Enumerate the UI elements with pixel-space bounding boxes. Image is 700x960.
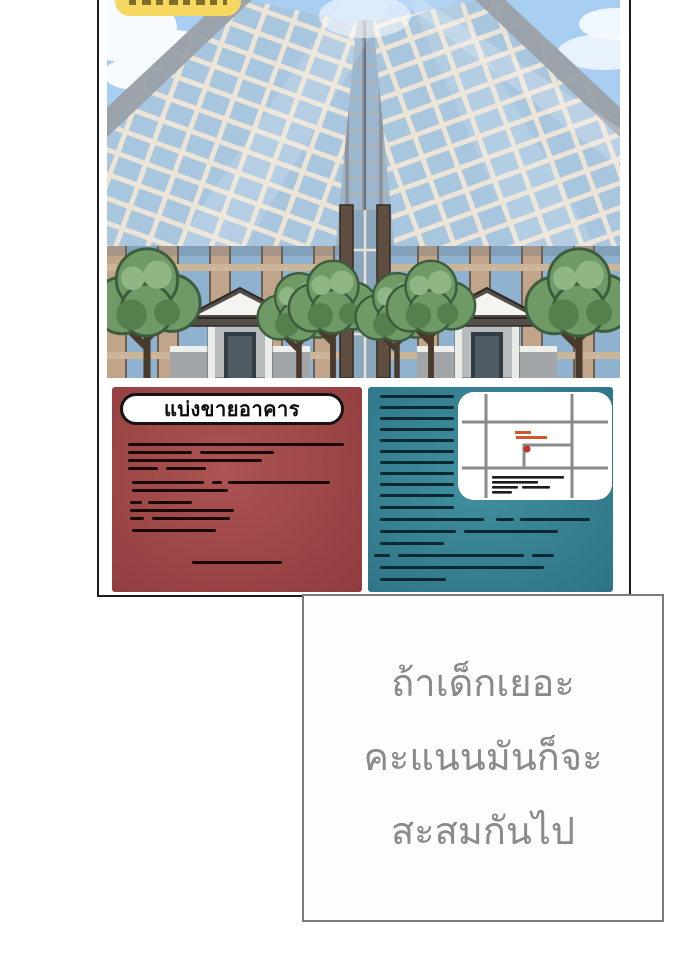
teal-info-panel: [368, 387, 613, 592]
red-info-panel: [112, 387, 362, 592]
map-drawing: [458, 392, 612, 500]
comic-panel: [97, 0, 631, 597]
skyscraper-scene: [107, 0, 620, 378]
map-location-dot: [524, 446, 531, 453]
red-panel-title-pill: [120, 393, 344, 425]
red-panel-title: แบ่งขายอาคาร: [163, 399, 301, 421]
dialogue-line: คะแนนมันก็จะ: [363, 737, 603, 779]
map-text-lines: [492, 476, 564, 494]
clipped-text-marks: [129, 0, 227, 5]
skyscraper-illustration: [107, 0, 620, 378]
map-marker-lines: [515, 431, 547, 439]
dialogue-line: สะสมกันไป: [390, 811, 576, 853]
map-thumbnail: [458, 392, 612, 500]
dialogue-speech-box: [302, 594, 664, 922]
dialogue-line: ถ้าเด็กเยอะ: [391, 663, 575, 705]
top-speech-bubble-clipped: [115, 0, 241, 16]
